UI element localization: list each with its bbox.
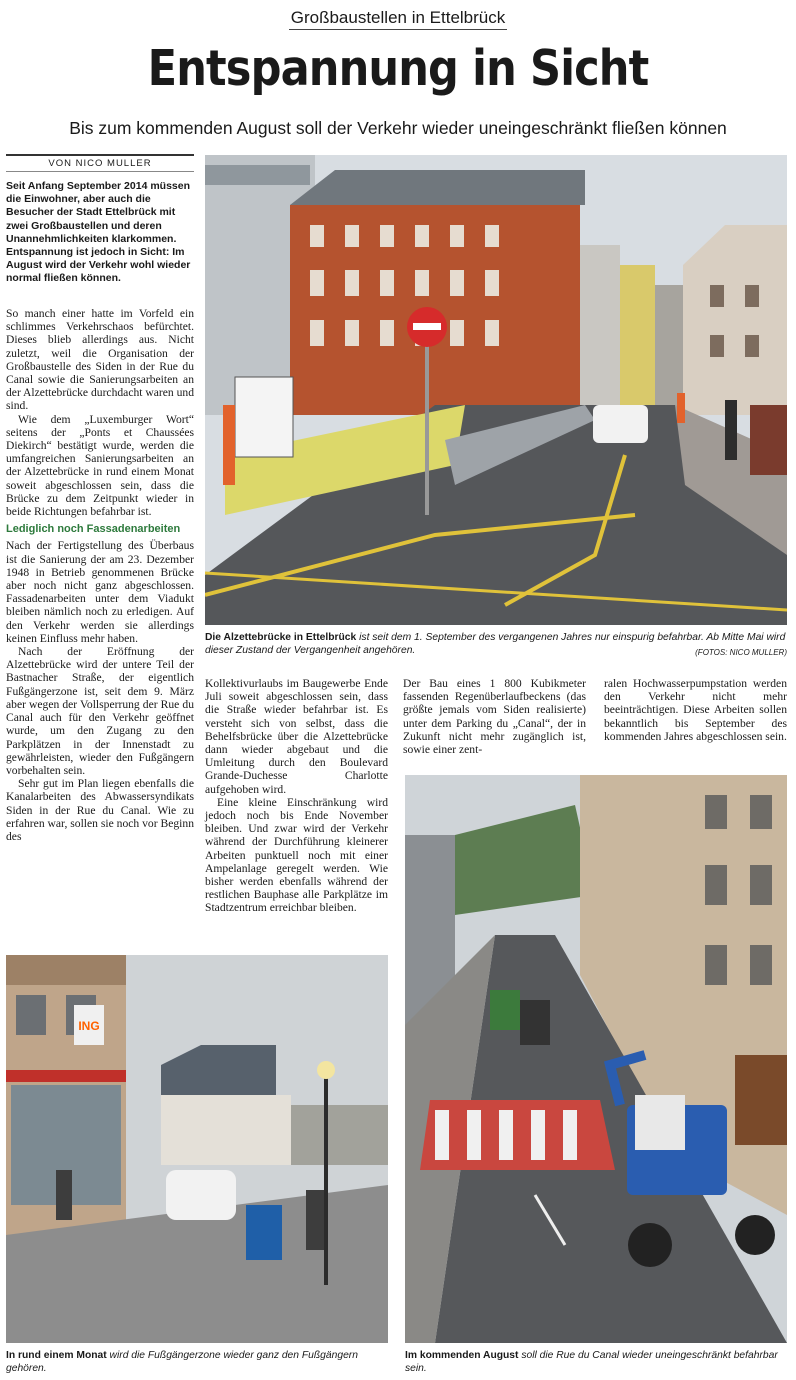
photo-rue-du-canal — [405, 775, 787, 1343]
article-column-1 — [6, 307, 194, 843]
article-column-2 — [205, 677, 388, 915]
byline: VON NICO MULLER — [6, 154, 194, 172]
caption-lead: Die Alzettebrücke in Ettelbrück — [205, 632, 357, 643]
paragraph: ralen Hochwasserpumpstation werden den Verkehr nicht mehr beeinträchtigen. Diese Arbeiten sollen bekanntlich bis September des kommenden Jahres abgeschlossen sein. — [604, 677, 787, 743]
caption-text: soll die Rue du Canal wieder uneingeschränkt befahrbar sein. — [405, 1350, 778, 1374]
paragraph: Nach der Eröffnung der Alzettebrücke wird der untere Teil der Bastnacher Straße, der eigentlich Fußgängerzone ist, seit dem 9. März aber wegen der Vollsperrung der Rue du Canal auch für den Verkehr geöffnet wurde, um den Zugang zu den Parkplätzen in der Innenstadt zu gewährleisten, wieder den Fußgängern vorbehalten sein. — [6, 645, 194, 777]
paragraph: Sehr gut im Plan liegen ebenfalls die Kanalarbeiten des Abwassersyndikats Siden in der Rue du Canal. Wie zu erfahren war, sollen sie noch vor Beginn des — [6, 777, 194, 843]
section-subhead: Lediglich noch Fassadenarbeiten — [6, 523, 181, 536]
caption-text: ist seit dem 1. September des vergangenen Jahres nur einspurig befahrbar. Ab Mitte Mai wird dieser Zustand der Vergangenheit angehören. — [205, 632, 786, 656]
photo-credit: (FOTOS: NICO MULLER) — [695, 648, 787, 657]
photo-alzette-bridge — [205, 155, 787, 625]
caption-lead: Im kommenden August — [405, 1350, 519, 1361]
article-column-4 — [604, 677, 787, 743]
kicker — [0, 8, 796, 28]
right-photo-caption — [405, 1350, 787, 1375]
lead-paragraph: Seit Anfang September 2014 müssen die Einwohner, aber auch die Besucher der Stadt Ettelbrück mit zwei Großbaustellen und deren Unannehmlichkeiten klarkommen. Entspannung ist jedoch in Sicht: Im August wird der Verkehr wohl wieder normal fließen können. — [6, 180, 191, 285]
headline: Entspannung in Sicht — [147, 40, 649, 97]
paragraph: Kollektivurlaubs im Baugewerbe Ende Juli soweit abgeschlossen sein, dass die Straße wieder befahrbar ist. Es versteht sich von selbst, dass die Behelfsbrücke über die Alzettebrücke dann wieder abgebaut und die Umleitung durch den Boulevard Grande-Duchesse Charlotte aufgehoben wird. — [205, 677, 388, 796]
kicker-text: Großbaustellen in Ettelbrück — [289, 8, 508, 30]
paragraph: Wie dem „Luxemburger Wort“ seitens der „Ponts et Chaussées Diekirch“ bestätigt wurde, werden die umfangreichen Sanierungsarbeiten an der Alzettebrücke in rund einem Monat soweit abgeschlossen sein, dass die Brücke zu dem Zeitpunkt wieder in beide Richtungen befahrbar ist. — [6, 412, 194, 519]
caption-lead: In rund einem Monat — [6, 1350, 107, 1361]
photo-pedestrian-zone — [6, 955, 388, 1343]
subheadline: Bis zum kommenden August soll der Verkehr wieder uneingeschränkt fließen können — [69, 118, 727, 138]
article-column-3 — [403, 677, 586, 756]
paragraph: So manch einer hatte im Vorfeld ein schlimmes Verkehrschaos befürchtet. Dieses blieb allerdings aus. Nicht zuletzt, weil die Organisation der Großbaustelle des Siden in der Rue du Canal sowie die Sanierungsarbeiten an der Alzettebrücke durchdacht waren und sind. — [6, 307, 194, 413]
left-photo-caption — [6, 1350, 388, 1375]
shop-sign: ING — [78, 1019, 100, 1033]
paragraph: Der Bau eines 1 800 Kubikmeter fassenden Regenüberlaufbeckens (das größte jemals vom Siden realisierte) unter dem Parking du „Canal“, der in Zukunft nicht mehr zugänglich ist, sowie einer zent- — [403, 677, 586, 757]
caption-text: wird die Fußgängerzone wieder ganz den Fußgängern gehören. — [6, 1350, 358, 1374]
paragraph: Eine kleine Einschränkung wird jedoch noch bis Ende November bleiben. Und zwar wird der Verkehr während der Durchführung kleinerer Arbeiten punktuell noch mit einer Ampelanlage geregelt werden. Wie bisher werden ebenfalls während der restlichen Bauphase alle Parkplätze im Stadtzentrum erreichbar bleiben. — [205, 795, 388, 915]
paragraph: Nach der Fertigstellung des Überbaus ist die Sanierung der am 23. Dezember 1948 in Betrieb genommenen Brücke aber noch nicht ganz abgeschlossen. Fassadenarbeiten unter dem Viadukt bleiben nämlich noch zu erledigen. Auf den Verkehr werden sie allerdings keinen Einfluss mehr haben. — [6, 539, 194, 645]
